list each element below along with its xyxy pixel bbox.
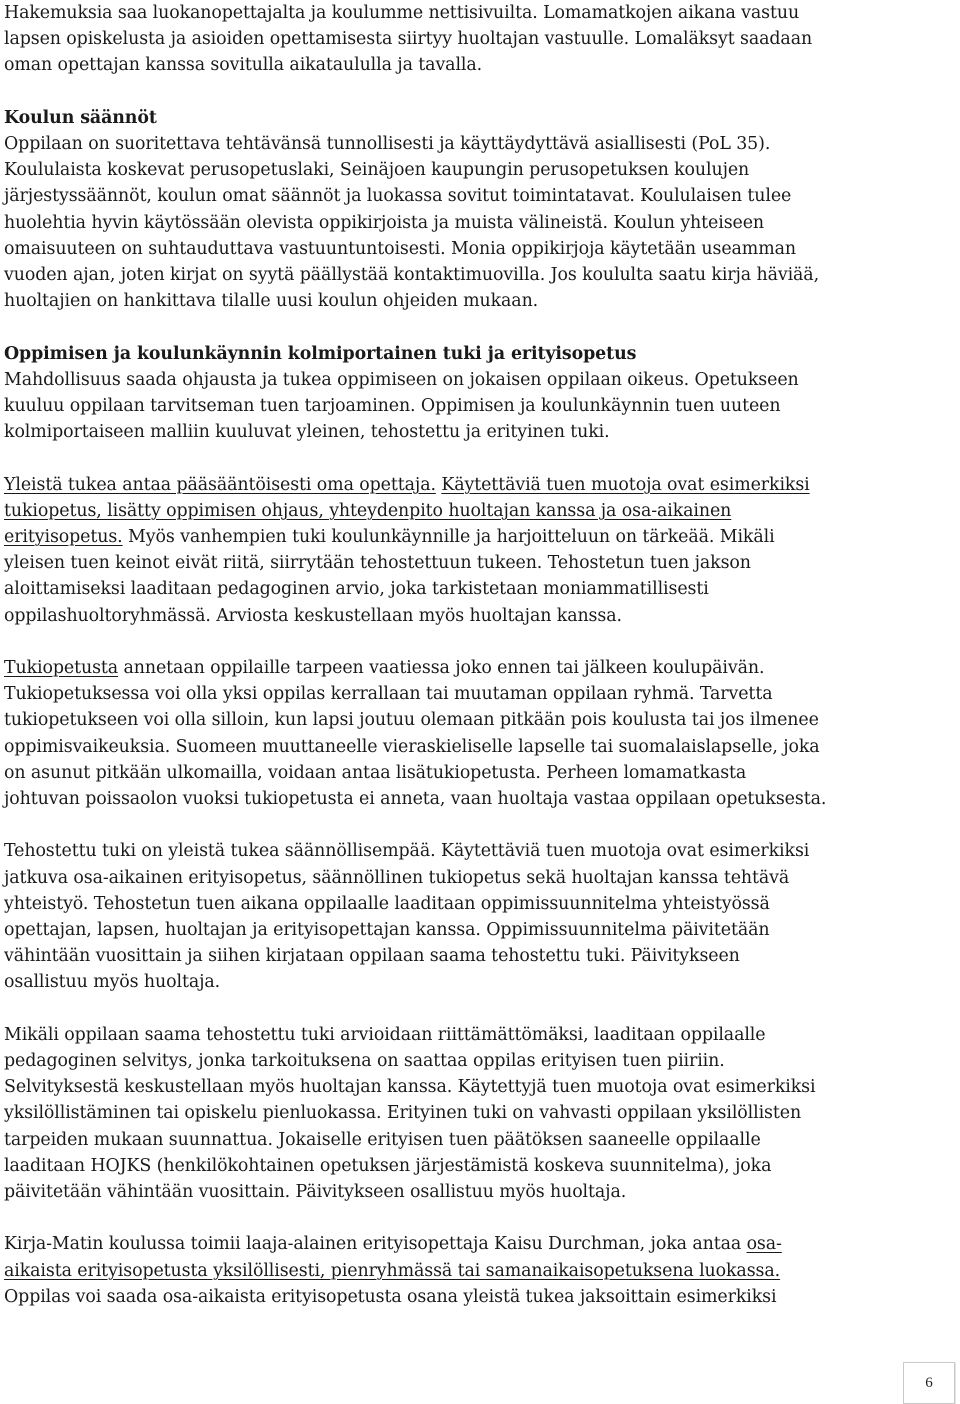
underlined-text: erityisopetus. (4, 527, 123, 548)
underlined-text: Yleistä tukea antaa pääsääntöisesti oma opettaja. (4, 474, 436, 495)
text-line: tarpeiden mukaan suunnattua. Jokaiselle erityisen tuen päätöksen saaneelle oppilaalle (4, 1129, 761, 1150)
text-line: opettajan, lapsen, huoltajan ja erityisopettajan kanssa. Oppimissuunnitelma päivitetään (4, 920, 770, 941)
text-span: annetaan oppilaille tarpeen vaatiessa joko ennen tai jälkeen koulupäivän. (118, 658, 765, 679)
text-line: yleisen tuen keinot eivät riitä, siirrytään tehostettuun tukeen. Tehostetun tuen jakson (4, 553, 751, 574)
text-line: Koululaista koskevat perusopetuslaki, Seinäjoen kaupungin perusopetuksen koulujen (4, 160, 750, 181)
text-line (4, 472, 944, 498)
text-line: oman opettajan kanssa sovitulla aikataululla ja tavalla. (4, 55, 483, 76)
paragraph-gap (4, 812, 944, 838)
text-line: Oppilas voi saada osa-aikaista erityisopetusta osana yleistä tukea jaksoittain esimerkiksi (4, 1286, 777, 1307)
text-line: laaditaan HOJKS (henkilökohtainen opetuksen järjestämistä koskeva suunnitelma), joka (4, 1155, 772, 1176)
text-line: pedagoginen selvitys, jonka tarkoituksena on saattaa oppilas erityisen tuen piiriin. (4, 1051, 725, 1072)
kirjamatti-paragraph (4, 1231, 944, 1310)
text-line: huoltajien on hankittava tilalle uusi koulun ohjeiden mukaan. (4, 291, 539, 312)
erityinen-paragraph (4, 1022, 944, 1205)
paragraph-gap (4, 445, 944, 471)
underlined-text: Tukiopetusta (4, 658, 119, 679)
text-line: omaisuuteen on suhtauduttava vastuuntuntoisesti. Monia oppikirjoja käytetään useamman (4, 238, 796, 259)
paragraph-gap (4, 996, 944, 1022)
text-span: Kirja-Matin koulussa toimii laaja-alainen erityisopettaja Kaisu Durchman, joka antaa (4, 1234, 747, 1255)
text-line: lapsen opiskelusta ja asioiden opettamisesta siirtyy huoltajan vastuulle. Lomaläksyt saadaan (4, 29, 813, 50)
text-line: huolehtia hyvin käytössään olevista oppikirjoista ja muista välineistä. Koulun yhteiseen (4, 212, 764, 233)
rules-section (4, 105, 944, 315)
text-span: Myös vanhempien tuki koulunkäynnille ja harjoitteluun on tärkeää. Mikäli (122, 527, 775, 548)
text-line: kuuluu oppilaan tarvitseman tuen tarjoaminen. Oppimisen ja koulunkäynnin tuen uuteen (4, 396, 781, 417)
text-line: Hakemuksia saa luokanopettajalta ja koulumme nettisivuilta. Lomamatkojen aikana vastuu (4, 3, 800, 23)
text-line (4, 1258, 944, 1284)
text-line: Mahdollisuus saada ohjausta ja tukea oppimiseen on jokaisen oppilaan oikeus. Opetukseen (4, 369, 799, 390)
intro-paragraph (4, 0, 944, 79)
text-line: yksilöllistäminen tai opiskelu pienluokassa. Erityinen tuki on vahvasti oppilaan yksilöllisten (4, 1103, 802, 1124)
text-line: kolmiportaiseen malliin kuuluvat yleinen, tehostettu ja erityinen tuki. (4, 422, 610, 443)
paragraph-gap (4, 314, 944, 340)
text-line: johtuvan poissaolon vuoksi tukiopetusta ei anneta, vaan huoltaja vastaa oppilaan opetuksesta. (4, 789, 827, 810)
tehostettu-paragraph (4, 838, 944, 995)
underlined-text: aikaista erityisopetusta yksilöllisesti, pienryhmässä tai samanaikaisopetuksena luokassa. (4, 1260, 781, 1281)
page-number: 6 (925, 1374, 933, 1391)
paragraph-gap (4, 79, 944, 105)
document-page (4, 0, 944, 1310)
text-line: tukiopetukseen voi olla silloin, kun lapsi joutuu olemaan pitkään pois koulusta tai jos ilmenee (4, 710, 819, 731)
text-line: järjestyssäännöt, koulun omat säännöt ja luokassa sovitut toimintatavat. Koululaisen tulee (4, 186, 792, 207)
page-number-box (903, 1362, 955, 1404)
text-line: Tukiopetuksessa voi olla yksi oppilas kerrallaan tai muutaman oppilaan ryhmä. Tarvetta (4, 684, 773, 705)
text-line: yhteistyö. Tehostetun tuen aikana oppilaalle laaditaan oppimissuunnitelma yhteistyössä (4, 893, 770, 914)
tukiopetus-paragraph (4, 655, 944, 812)
underlined-text: osa- (746, 1234, 782, 1255)
text-line: vähintään vuosittain ja siihen kirjataan oppilaan saama tehostettu tuki. Päivitykseen (4, 946, 740, 967)
general-support-paragraph (4, 472, 944, 629)
text-line (4, 655, 944, 681)
text-line (4, 1231, 944, 1257)
paragraph-gap (4, 629, 944, 655)
text-line: päivitetään vähintään vuosittain. Päivitykseen osallistuu myös huoltaja. (4, 1182, 627, 1203)
text-line: jatkuva osa-aikainen erityisopetus, säännöllinen tukiopetus sekä huoltajan kanssa tehtävä (4, 867, 790, 888)
underlined-text: Käytettäviä tuen muotoja ovat esimerkiksi (441, 474, 810, 495)
text-line: aloittamiseksi laaditaan pedagoginen arvio, joka tarkistetaan moniammatillisesti (4, 579, 709, 600)
text-line: on asunut pitkään ulkomailla, voidaan antaa lisätukiopetusta. Perheen lomamatkasta (4, 762, 747, 783)
text-line: Selvityksestä keskustellaan myös huoltajan kanssa. Käytettyjä tuen muotoja ovat esimerkiksi (4, 1077, 816, 1098)
section-heading-rules: Koulun säännöt (4, 107, 157, 128)
text-line (4, 498, 944, 524)
text-line: Mikäli oppilaan saama tehostettu tuki arvioidaan riittämättömäksi, laaditaan oppilaalle (4, 1024, 766, 1045)
text-line: vuoden ajan, joten kirjat on syytä päällystää kontaktimuovilla. Jos koululta saatu kirja häviää, (4, 265, 820, 286)
paragraph-gap (4, 1205, 944, 1231)
text-line: oppimisvaikeuksia. Suomeen muuttaneelle vieraskieliselle lapselle tai suomalaislapselle, joka (4, 736, 820, 757)
text-line: osallistuu myös huoltaja. (4, 972, 221, 993)
text-line: Tehostettu tuki on yleistä tukea säännöllisempää. Käytettäviä tuen muotoja ovat esimerkiksi (4, 841, 810, 862)
support-section (4, 341, 944, 446)
section-heading-support: Oppimisen ja koulunkäynnin kolmiportainen tuki ja erityisopetus (4, 343, 637, 364)
underlined-text: tukiopetus, lisätty oppimisen ohjaus, yhteydenpito huoltajan kanssa ja osa-aikainen (4, 500, 732, 521)
text-line: oppilashuoltoryhmässä. Arviosta keskustellaan myös huoltajan kanssa. (4, 605, 622, 626)
text-line (4, 524, 944, 550)
text-line: Oppilaan on suoritettava tehtävänsä tunnollisesti ja käyttäydyttävä asiallisesti (PoL 35). (4, 134, 771, 154)
